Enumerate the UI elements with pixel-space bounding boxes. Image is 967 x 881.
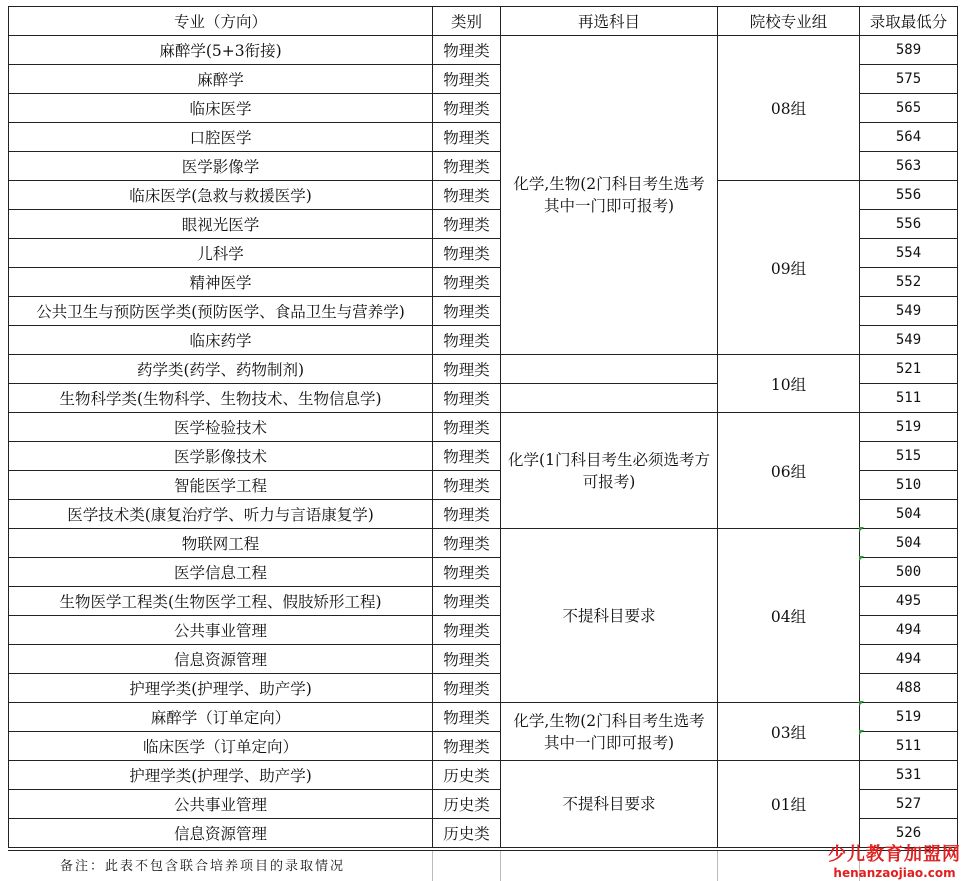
major-cell: 生物医学工程类(生物医学工程、假肢矫形工程) [9,587,433,616]
major-cell: 物联网工程 [9,529,433,558]
major-cell: 临床医学 [9,94,433,123]
header-subjects: 再选科目 [501,7,718,36]
footer-gridline [432,851,433,881]
category-cell: 物理类 [433,94,501,123]
major-cell: 信息资源管理 [9,645,433,674]
table-row [9,703,958,732]
subject-cell-blank [501,384,718,413]
major-cell: 药学类(药学、药物制剂) [9,355,433,384]
score-cell: 549 [860,297,958,326]
table-row [9,181,958,210]
footer-gridline [717,851,718,881]
table-row [9,36,958,65]
score-cell: 564 [860,123,958,152]
subject-cell: 不提科目要求 [501,529,718,703]
major-cell: 医学检验技术 [9,413,433,442]
group-cell: 08组 [718,36,860,181]
score-cell: 494 [860,645,958,674]
header-major: 专业（方向） [9,7,433,36]
category-cell: 物理类 [433,297,501,326]
major-cell: 医学技术类(康复治疗学、听力与言语康复学) [9,500,433,529]
major-cell: 医学信息工程 [9,558,433,587]
category-cell: 物理类 [433,152,501,181]
major-cell: 精神医学 [9,268,433,297]
category-cell: 物理类 [433,674,501,703]
category-cell: 物理类 [433,181,501,210]
group-cell: 01组 [718,761,860,848]
category-cell: 物理类 [433,413,501,442]
group-cell: 04组 [718,529,860,703]
score-cell: 488 [860,674,958,703]
table-note: 备注：此表不包含联合培养项目的录取情况 [60,859,346,874]
score-cell: 504 [860,500,958,529]
major-cell: 麻醉学 [9,65,433,94]
score-cell: 504 [860,529,958,558]
category-cell: 物理类 [433,732,501,761]
score-cell: 500 [860,558,958,587]
major-cell: 信息资源管理 [9,819,433,848]
subject-cell: 化学,生物(2门科目考生选考其中一门即可报考) [501,703,718,761]
major-cell: 临床医学（订单定向） [9,732,433,761]
cell-marker-icon [859,527,864,532]
admission-score-table [8,6,958,848]
header-min-score: 录取最低分 [860,7,958,36]
score-cell: 589 [860,36,958,65]
major-cell: 口腔医学 [9,123,433,152]
category-cell: 物理类 [433,36,501,65]
table-row [9,355,958,384]
category-cell: 物理类 [433,703,501,732]
score-cell: 511 [860,384,958,413]
major-cell: 护理学类(护理学、助产学) [9,761,433,790]
category-cell: 物理类 [433,558,501,587]
score-cell: 510 [860,471,958,500]
table-row [9,413,958,442]
category-cell: 物理类 [433,239,501,268]
subject-cell: 化学(1门科目考生必须选考方可报考) [501,413,718,529]
score-cell: 556 [860,210,958,239]
score-cell: 519 [860,703,958,732]
category-cell: 物理类 [433,384,501,413]
category-cell: 物理类 [433,645,501,674]
group-cell: 06组 [718,413,860,529]
category-cell: 物理类 [433,442,501,471]
subject-cell: 不提科目要求 [501,761,718,848]
header-category: 类别 [433,7,501,36]
score-cell: 495 [860,587,958,616]
category-cell: 历史类 [433,761,501,790]
category-cell: 物理类 [433,471,501,500]
watermark-logo [828,840,961,880]
score-cell: 565 [860,94,958,123]
major-cell: 临床医学(急救与救援医学) [9,181,433,210]
score-cell: 519 [860,413,958,442]
category-cell: 物理类 [433,500,501,529]
score-cell: 511 [860,732,958,761]
score-cell: 556 [860,181,958,210]
header-row [9,7,958,36]
score-cell: 521 [860,355,958,384]
group-cell: 09组 [718,181,860,355]
major-cell: 生物科学类(生物科学、生物技术、生物信息学) [9,384,433,413]
category-cell: 物理类 [433,587,501,616]
major-cell: 临床药学 [9,326,433,355]
cell-marker-icon [859,701,864,706]
major-cell: 眼视光医学 [9,210,433,239]
group-cell: 03组 [718,703,860,761]
cell-marker-icon [859,556,864,561]
category-cell: 物理类 [433,616,501,645]
category-cell: 物理类 [433,123,501,152]
major-cell: 麻醉学（订单定向） [9,703,433,732]
major-cell: 医学影像学 [9,152,433,181]
score-cell: 554 [860,239,958,268]
subject-cell-blank [501,355,718,384]
score-cell: 494 [860,616,958,645]
score-cell: 563 [860,152,958,181]
category-cell: 物理类 [433,355,501,384]
category-cell: 物理类 [433,65,501,94]
subject-cell: 化学,生物(2门科目考生选考其中一门即可报考) [501,36,718,355]
major-cell: 儿科学 [9,239,433,268]
category-cell: 历史类 [433,790,501,819]
score-cell: 515 [860,442,958,471]
score-cell: 549 [860,326,958,355]
major-cell: 麻醉学(5+3衔接) [9,36,433,65]
major-cell: 医学影像技术 [9,442,433,471]
watermark-url: henanzaojiao.com [833,866,956,880]
major-cell: 智能医学工程 [9,471,433,500]
score-cell: 527 [860,790,958,819]
footer-gridline [500,851,501,881]
cell-marker-icon [859,730,864,735]
major-cell: 护理学类(护理学、助产学) [9,674,433,703]
category-cell: 物理类 [433,529,501,558]
score-cell: 531 [860,761,958,790]
score-cell: 552 [860,268,958,297]
table-row [9,529,958,558]
score-cell: 526 [860,819,958,848]
major-cell: 公共卫生与预防医学类(预防医学、食品卫生与营养学) [9,297,433,326]
score-cell: 575 [860,65,958,94]
major-cell: 公共事业管理 [9,790,433,819]
category-cell: 物理类 [433,210,501,239]
category-cell: 物理类 [433,326,501,355]
major-cell: 公共事业管理 [9,616,433,645]
group-cell: 10组 [718,355,860,413]
table-row [9,761,958,790]
category-cell: 物理类 [433,268,501,297]
watermark-title: 少儿教育加盟网 [828,844,961,865]
header-group: 院校专业组 [718,7,860,36]
category-cell: 历史类 [433,819,501,848]
